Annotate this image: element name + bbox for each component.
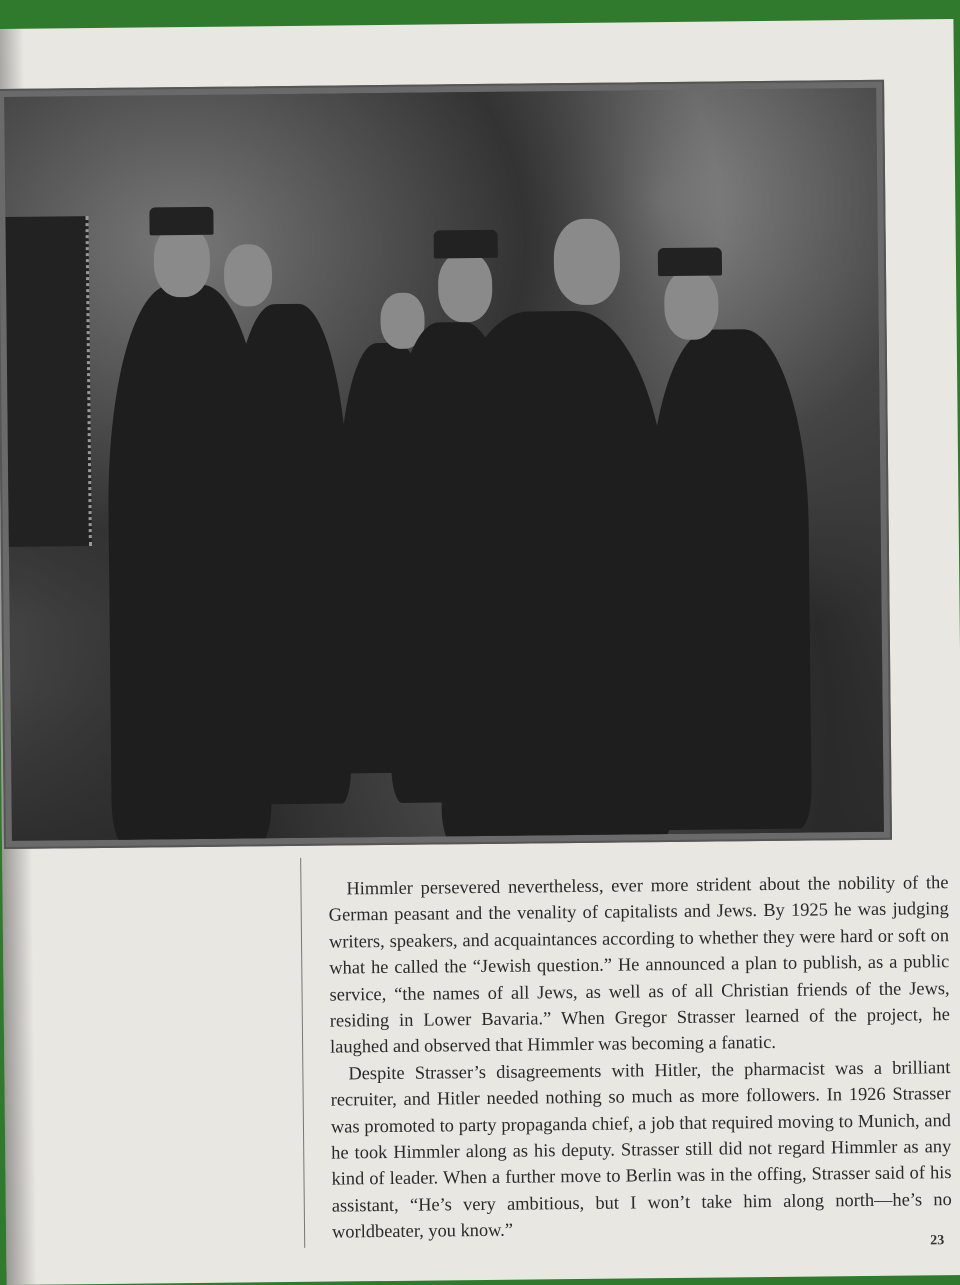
book-page <box>0 19 960 1285</box>
photo-figure-head <box>154 225 211 298</box>
photo-figure-cap <box>149 207 213 236</box>
article-text <box>328 869 952 1245</box>
article-paragraph: Despite Strasser’s disagreements with Hitler, the pharmacist was a brilliant recruiter, and Hitler needed nothing so much as more followers. In 1926 Strasser was promoted to party propaganda chief, a job that required moving to Munich, and he took Himmler along as his deputy. Strasser still did not regard Himmler as any kind of leader. When a further move to Berlin was in the offing, Strasser said of his assistant, “He’s very ambitious, but I won’t take him along north—he’s no worldbeater, you know.” <box>330 1056 952 1242</box>
column-rule <box>300 858 305 1248</box>
historical-photograph <box>4 88 884 841</box>
photo-figure <box>647 329 812 831</box>
photo-figure-cap <box>434 230 498 259</box>
photo-figure-head <box>224 244 273 306</box>
photo-figure-cap <box>658 247 722 276</box>
page-number: 23 <box>930 1233 945 1249</box>
photo-figure-head <box>438 252 493 323</box>
photo-figure <box>436 310 672 841</box>
photo-figure-head <box>553 219 620 306</box>
photo-figure <box>226 303 351 804</box>
article-paragraph: Himmler persevered nevertheless, ever more strident about the nobility of the German peasant and the venality of capitalists and Jews. By 1925 he was judging writers, speakers, and acquaintances according to whether they were hard or soft on what he called the “Jewish question.” He announced a plan to publish, as a public service, “the names of all Jews, as well as of all Christian friends of the Jews, residing in Lower Bavaria.” When Gregor Strasser learned of the project, he laughed and observed that Himmler was becoming a fanatic. <box>328 872 950 1058</box>
photo-figure-head <box>664 269 719 340</box>
flag-banner <box>5 216 91 547</box>
photograph-frame <box>0 80 892 849</box>
